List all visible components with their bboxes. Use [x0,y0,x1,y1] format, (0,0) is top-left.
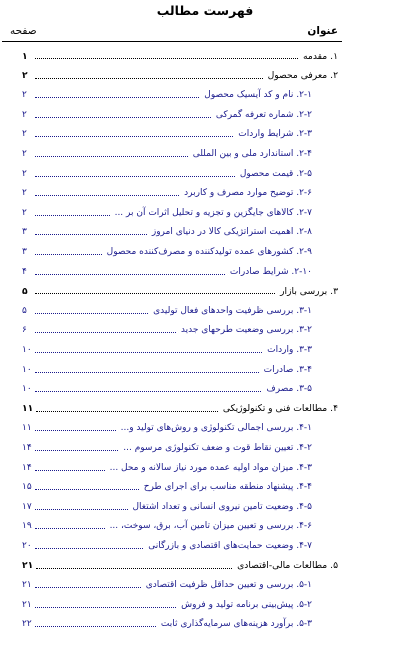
toc-entry-title: ۱. مقدمه [302,50,338,62]
toc-section-entry[interactable] [22,223,312,241]
toc-entry-title: ۴-۶. بررسی و تعیین میزان تامین آب، برق، سوخت، ... [109,521,312,532]
toc-section-entry[interactable] [22,321,312,339]
toc-entry-page: ۳ [22,227,27,238]
toc-section-entry[interactable] [22,165,312,183]
toc-entry-page: ۲۲ [22,619,32,630]
toc-section-entry[interactable] [22,615,312,633]
dot-leader [35,450,118,451]
toc-entry-page: ۲۰ [22,541,32,551]
toc-section-entry[interactable] [22,517,312,535]
toc-section-entry[interactable] [22,596,312,614]
toc-entry-page: ۱۰ [22,364,32,375]
column-header-page: صفحه [10,25,37,37]
dot-leader [35,430,116,431]
dot-leader [35,391,261,392]
toc-section-entry[interactable] [22,439,312,457]
toc-entry-title: ۲-۵. قیمت محصول [239,168,312,179]
dot-leader [35,489,139,490]
toc-section-entry[interactable] [22,419,312,437]
toc-entry-page: ۱۱ [22,423,32,434]
toc-entry-title: ۲-۹. کشورهای عمده تولیدکننده و مصرف‌کننده محصول [106,247,312,257]
toc-section-entry[interactable] [22,302,312,320]
dot-leader [35,156,188,157]
dot-leader [35,58,298,59]
toc-section-entry[interactable] [22,184,312,202]
toc-chapter-entry[interactable] [22,67,338,85]
toc-section-entry[interactable] [22,537,312,555]
toc-entry-page: ۱۹ [22,521,32,532]
dot-leader [35,352,262,353]
toc-section-entry[interactable] [22,478,312,496]
toc-section-entry[interactable] [22,86,312,104]
dot-leader [35,528,105,529]
toc-entry-page: ۶ [22,325,27,336]
toc-entry-page: ۲۱ [22,560,34,572]
toc-section-entry[interactable] [22,125,312,143]
toc-chapter-entry[interactable] [22,282,338,300]
toc-entry-page: ۱۴ [22,443,32,453]
dot-leader [35,548,143,549]
dot-leader [35,587,141,588]
toc-entry-page: ۲ [22,129,27,140]
toc-entry-title: ۲-۸. اهمیت استراتژیکی کالا در دنیای امروز [151,227,312,238]
toc-section-entry[interactable] [22,145,312,163]
column-header-title: عنوان [307,25,338,37]
toc-entry-page: ۲۱ [22,580,32,591]
toc-section-entry[interactable] [22,243,312,261]
toc-entry-page: ۴ [22,266,27,277]
dot-leader [36,411,218,412]
toc-entry-page: ۵ [22,305,27,316]
toc-entry-title: ۲-۱۰. شرایط صادرات [229,266,312,277]
dot-leader [35,195,179,196]
toc-entry-page: ۱۷ [22,501,32,512]
toc-entry-title: ۲-۶. توضیح موارد مصرف و کاربرد [184,188,312,199]
dot-leader [35,509,128,510]
dot-leader [35,470,105,471]
toc-entry-title: ۵-۱. بررسی و تعیین حداقل ظرفیت اقتصادی [145,580,312,591]
toc-section-entry[interactable] [22,459,312,477]
dot-leader [35,626,156,627]
dot-leader [35,293,275,294]
toc-entry-page: ۲۱ [22,599,32,610]
dot-leader [35,78,263,79]
toc-chapter-entry[interactable] [22,47,338,65]
header-rule [2,41,342,42]
dot-leader [35,332,176,333]
toc-entry-page: ۱ [22,50,28,62]
toc-entry-page: ۲ [22,149,27,159]
toc-entry-title: ۳-۵. مصرف [266,384,312,395]
toc-entry-page: ۲ [22,168,27,179]
toc-entry-page: ۲ [22,109,27,120]
toc-entry-title: ۴-۴. پیشنهاد منطقه مناسب برای اجرای طرح [143,482,312,493]
toc-entry-page: ۱۴ [22,462,32,473]
toc-entry-title: ۲-۴. استاندارد ملی و بین المللی [192,149,312,159]
toc-entry-title: ۳-۲. بررسی وضعیت طرحهای جدید [180,325,312,336]
toc-entry-page: ۲ [22,188,27,199]
dot-leader [35,313,148,314]
toc-section-entry[interactable] [22,204,312,222]
toc-entry-page: ۵ [22,285,28,297]
toc-entry-title: ۴-۳. میزان مواد اولیه عمده مورد نیاز سالانه و محل ... [109,462,312,473]
toc-entry-page: ۱۰ [22,345,32,355]
toc-entry-title: ۴-۵. وضعیت تامین نیروی انسانی و تعداد اشتغال [132,501,312,512]
toc-entry-page: ۱۰ [22,384,32,395]
dot-leader [35,372,259,373]
toc-section-entry[interactable] [22,263,312,281]
dot-leader [36,568,232,569]
toc-entry-title: ۵-۳. برآورد هزینه‌های سرمایه‌گذاری ثابت [160,619,312,630]
toc-entry-title: ۲-۲. شماره تعرفه گمرکی [215,109,312,120]
toc-entry-title: ۲-۷. کالاهای جایگزین و تجزیه و تحلیل اثرات آن بر ... [114,207,312,218]
toc-chapter-entry[interactable] [22,400,338,418]
toc-entry-title: ۳-۴. صادرات [263,364,312,375]
toc-entry-title: ۵-۲. پیش‌بینی برنامه تولید و فروش [181,599,312,610]
dot-leader [35,254,102,255]
toc-section-entry[interactable] [22,576,312,594]
toc-entry-title: ۵. مطالعات مالی-اقتصادی [237,560,338,572]
toc-entry-title: ۳. بررسی بازار [280,285,338,297]
toc-entry-title: ۴-۱. بررسی اجمالی تکنولوژی و روش‌های تولید و... [120,423,312,434]
page-title: فهرست مطالب [156,3,254,18]
toc-section-entry[interactable] [22,498,312,516]
toc-entry-page: ۲ [22,207,27,218]
toc-entry-title: ۲-۱. نام و کد آیسیک محصول [204,90,312,101]
toc-section-entry[interactable] [22,341,312,359]
toc-entry-page: ۳ [22,247,27,257]
dot-leader [35,234,147,235]
toc-chapter-entry[interactable] [22,557,338,575]
toc-entry-title: ۴-۷. وضعیت حمایت‌های اقتصادی و بازرگانی [148,541,312,551]
toc-entry-page: ۱۱ [22,403,34,415]
dot-leader [35,274,225,275]
toc-section-entry[interactable] [22,361,312,379]
toc-entry-title: ۴. مطالعات فنی و تکنولوژیکی [222,403,338,415]
toc-entry-title: ۲-۳. شرایط واردات [238,129,312,140]
dot-leader [35,136,233,137]
toc-section-entry[interactable] [22,380,312,398]
dot-leader [35,117,211,118]
toc-entry-page: ۲ [22,70,28,82]
toc-entry-title: ۳-۳. واردات [267,345,312,355]
toc-entry-title: ۳-۱. بررسی ظرفیت واحدهای فعال تولیدی [153,305,312,316]
dot-leader [35,176,235,177]
dot-leader [35,215,110,216]
toc-entry-page: ۲ [22,90,27,101]
toc-entry-page: ۱۵ [22,482,32,493]
toc-entry-title: ۲. معرفی محصول [267,70,338,82]
toc-entry-title: ۴-۲. تعیین نقاط قوت و ضعف تکنولوژی مرسوم ... [123,443,312,453]
dot-leader [35,97,199,98]
dot-leader [35,607,176,608]
toc-section-entry[interactable] [22,106,312,124]
